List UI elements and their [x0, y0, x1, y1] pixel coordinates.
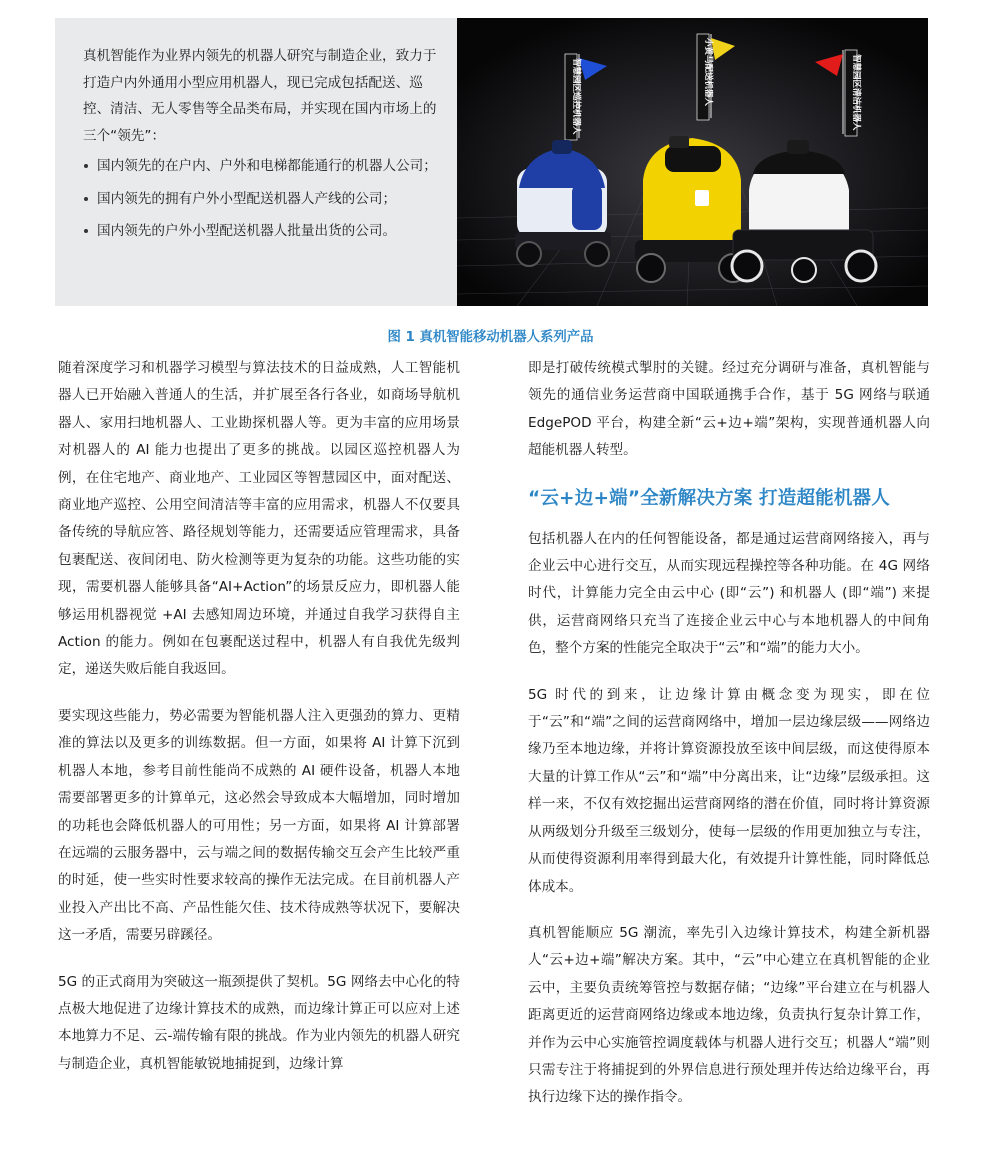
intro-text: 真机智能作为业界内领先的机器人研究与制造企业，致力于打造户内外通用小型应用机器人，现已完成包括配送、巡控、清洁、无人零售等全品类布局，并实现在国内市场上的三个“领先”：	[83, 48, 437, 144]
article-column-left	[58, 355, 460, 1097]
body-paragraph: 包括机器人在内的任何智能设备，都是通过运营商网络接入，再与企业云中心进行交互，从而实现远程操控等各种功能。在 4G 网络时代，计算能力完全由云中心 (即“云”) 和机器人 (即“端”) 来提供，运营商网络只充当了连接企业云中心与本地机器人的中间角色，整个方案的性能完全取决于“云”和“端”的能力大小。	[528, 530, 930, 657]
robot-product-photo	[457, 18, 928, 306]
article-column-right	[528, 355, 930, 1131]
body-paragraph: 5G 的正式商用为突破这一瓶颈提供了契机。5G 网络去中心化的特点极大地促进了边缘计算技术的成熟，而边缘计算正可以应对上述本地算力不足、云-端传输有限的挑战。作为业内领先的机器人研究与制造企业，真机智能敏锐地捕捉到，边缘计算	[58, 973, 460, 1072]
intro-bullet-item: 国内领先的拥有户外小型配送机器人产线的公司；	[83, 186, 439, 213]
body-paragraph: 随着深度学习和机器学习模型与算法技术的日益成熟，人工智能机器人已开始融入普通人的生活，并扩展至各行各业，如商场导航机器人、家用扫地机器人、工业勘探机器人等。更为丰富的应用场景对机器人的 AI 能力也提出了更多的挑战。以园区巡控机器人为例，在住宅地产、商业地产、工业园区等智慧园区中，面对配送、商业地产巡控、公用空间清洁等丰富的应用需求，机器人不仅要具备传统的导航应答、路径规划等能力，还需要适应管理需求，具备包裹配送、夜间闭电、防火检测等更为复杂的功能。这些功能的实现，需要机器人能够具备“AI+Action”的场景反应力，即机器人能够运用机器视觉 +AI 去感知周边环境，并通过自我学习获得自主 Action 的能力。例如在包裹配送过程中，机器人有自我优先级判定，递送失败后能自我返回。	[58, 360, 460, 678]
robot-label-patrol: 智慧园区巡控机器人	[571, 58, 581, 135]
robot-label-cleaning: 智慧园区清洁机器人	[851, 54, 861, 131]
intro-box	[55, 18, 457, 306]
intro-bullet-item: 国内领先的户外小型配送机器人批量出货的公司。	[83, 218, 439, 245]
figure-caption: 图 1 真机智能移动机器人系列产品	[387, 330, 594, 345]
robot-label-delivery: 小黄马配送机器人	[703, 38, 713, 107]
intro-bullet-item: 国内领先的在户内、户外和电梯都能通行的机器人公司；	[83, 153, 439, 180]
body-paragraph: 5G 时代的到来，让边缘计算由概念变为现实，即在位于“云”和“端”之间的运营商网络中，增加一层边缘层级——网络边缘乃至本地边缘，并将计算资源投放至该中间层级，而这使得原本大量的计算工作从“云”和“端”中分离出来，让“边缘”层级承担。这样一来，不仅有效挖掘出运营商网络的潜在价值，同时将计算资源从两级划分升级至三级划分，使每一层级的作用更加独立与专注，从而使得资源利用率得到最大化，有效提升计算性能，同时降低总体成本。	[528, 686, 930, 895]
body-paragraph: 要实现这些能力，势必需要为智能机器人注入更强劲的算力、更精准的算法以及更多的训练数据。但一方面，如果将 AI 计算下沉到机器人本地，参考目前性能尚不成熟的 AI 硬件设备，机器人本地需要部署更多的计算单元，这必然会导致成本大幅增加，同时增加的功耗也会降低机器人的可用性；另一方面，如果将 AI 计算部署在远端的云服务器中，云与端之间的数据传输交互会产生比较严重的时延，使一些实时性要求较高的操作无法完成。在目前机器人产业投入产出比不高、产品性能欠佳、技术待成熟等状况下，要解决这一矛盾，需要另辟蹊径。	[58, 707, 460, 944]
section-heading: “云+边+端”全新解决方案 打造超能机器人	[528, 487, 890, 509]
body-paragraph: 即是打破传统模式掣肘的关键。经过充分调研与准备，真机智能与领先的通信业务运营商中国联通携手合作，基于 5G 网络与联通EdgePOD 平台，构建全新“云+边+端”架构，实现普通机器人向超能机器人转型。	[528, 360, 930, 459]
intro-bullet-list	[83, 153, 439, 245]
body-paragraph: 真机智能顺应 5G 潮流，率先引入边缘计算技术，构建全新机器人“云+边+端”解决方案。其中，“云”中心建立在真机智能的企业云中，主要负责统筹管控与数据存储；“边缘”平台建立在与机器人距离更近的运营商网络边缘或本地边缘，负责执行复杂计算工作，并作为云中心实施管控调度载体与机器人进行交互；机器人“端”则只需专注于将捕捉到的外界信息进行预处理并传达给边缘平台，再执行边缘下达的操作指令。	[528, 924, 930, 1106]
robot-illustration	[457, 18, 928, 306]
